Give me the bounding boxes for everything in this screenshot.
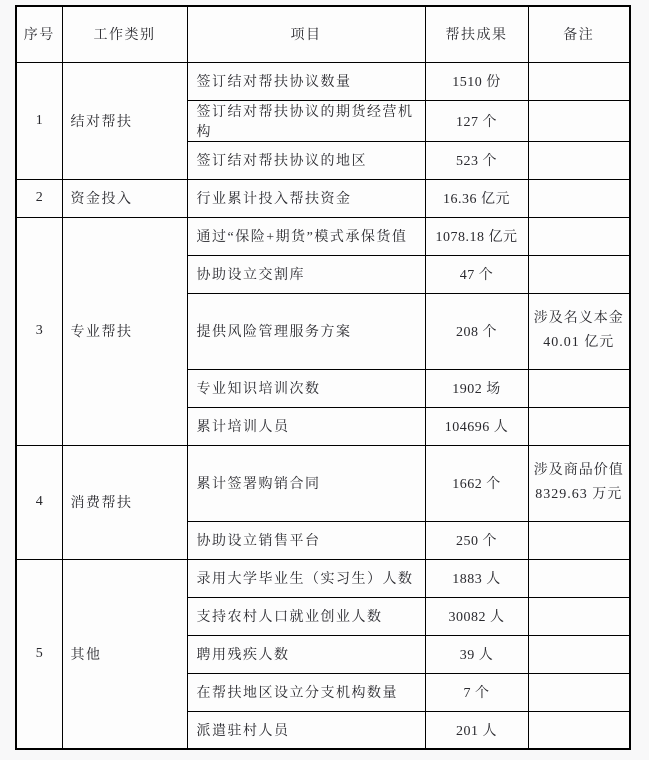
result-cell: 1662 个 <box>425 445 528 521</box>
note-cell <box>528 673 630 711</box>
item-cell: 录用大学毕业生（实习生）人数 <box>187 559 425 597</box>
note-cell <box>528 559 630 597</box>
assistance-results-table <box>15 5 631 750</box>
item-cell: 行业累计投入帮扶资金 <box>187 179 425 217</box>
note-cell <box>528 597 630 635</box>
result-cell: 1883 人 <box>425 559 528 597</box>
table-row <box>16 217 630 255</box>
note-cell <box>528 100 630 141</box>
category-cell: 消费帮扶 <box>62 445 187 559</box>
header-item: 项目 <box>187 6 425 62</box>
table-row <box>16 179 630 217</box>
note-line: 涉及商品价值 <box>533 463 624 478</box>
note-cell <box>528 255 630 293</box>
item-cell: 聘用残疾人数 <box>187 635 425 673</box>
table-row <box>16 445 630 521</box>
item-cell: 协助设立交割库 <box>187 255 425 293</box>
note-cell <box>528 293 630 369</box>
result-cell: 1510 份 <box>425 62 528 100</box>
result-cell: 208 个 <box>425 293 528 369</box>
seq-cell: 3 <box>16 217 62 445</box>
note-cell <box>528 141 630 179</box>
seq-cell: 5 <box>16 559 62 749</box>
note-cell <box>528 407 630 445</box>
result-cell: 47 个 <box>425 255 528 293</box>
table-row <box>16 62 630 100</box>
seq-cell: 2 <box>16 179 62 217</box>
result-cell: 16.36 亿元 <box>425 179 528 217</box>
category-cell: 其他 <box>62 559 187 749</box>
item-cell: 通过“保险+期货”模式承保货值 <box>187 217 425 255</box>
header-category: 工作类别 <box>62 6 187 62</box>
note-cell <box>528 711 630 749</box>
result-cell: 30082 人 <box>425 597 528 635</box>
result-cell: 39 人 <box>425 635 528 673</box>
header-result: 帮扶成果 <box>425 6 528 62</box>
result-cell: 7 个 <box>425 673 528 711</box>
item-cell: 签订结对帮扶协议数量 <box>187 62 425 100</box>
header-row <box>16 6 630 62</box>
result-cell: 201 人 <box>425 711 528 749</box>
note-cell <box>528 369 630 407</box>
note-cell <box>528 217 630 255</box>
seq-cell: 4 <box>16 445 62 559</box>
result-cell: 523 个 <box>425 141 528 179</box>
result-cell: 250 个 <box>425 521 528 559</box>
note-line: 40.01 亿元 <box>543 335 615 350</box>
item-cell: 累计签署购销合同 <box>187 445 425 521</box>
item-cell: 签订结对帮扶协议的期货经营机构 <box>187 100 425 141</box>
result-cell: 127 个 <box>425 100 528 141</box>
category-cell: 资金投入 <box>62 179 187 217</box>
note-cell <box>528 62 630 100</box>
header-note: 备注 <box>528 6 630 62</box>
category-cell: 专业帮扶 <box>62 217 187 445</box>
item-cell: 专业知识培训次数 <box>187 369 425 407</box>
note-cell <box>528 635 630 673</box>
item-cell: 协助设立销售平台 <box>187 521 425 559</box>
note-cell <box>528 445 630 521</box>
note-line: 涉及名义本金 <box>533 311 624 326</box>
item-cell: 签订结对帮扶协议的地区 <box>187 141 425 179</box>
item-cell: 提供风险管理服务方案 <box>187 293 425 369</box>
table-row <box>16 559 630 597</box>
item-cell: 支持农村人口就业创业人数 <box>187 597 425 635</box>
category-cell: 结对帮扶 <box>62 62 187 179</box>
seq-cell: 1 <box>16 62 62 179</box>
result-cell: 1902 场 <box>425 369 528 407</box>
item-cell: 累计培训人员 <box>187 407 425 445</box>
item-cell: 派遣驻村人员 <box>187 711 425 749</box>
header-seq: 序号 <box>16 6 62 62</box>
note-cell <box>528 179 630 217</box>
item-cell: 在帮扶地区设立分支机构数量 <box>187 673 425 711</box>
note-line: 8329.63 万元 <box>535 487 623 502</box>
result-cell: 1078.18 亿元 <box>425 217 528 255</box>
note-cell <box>528 521 630 559</box>
result-cell: 104696 人 <box>425 407 528 445</box>
